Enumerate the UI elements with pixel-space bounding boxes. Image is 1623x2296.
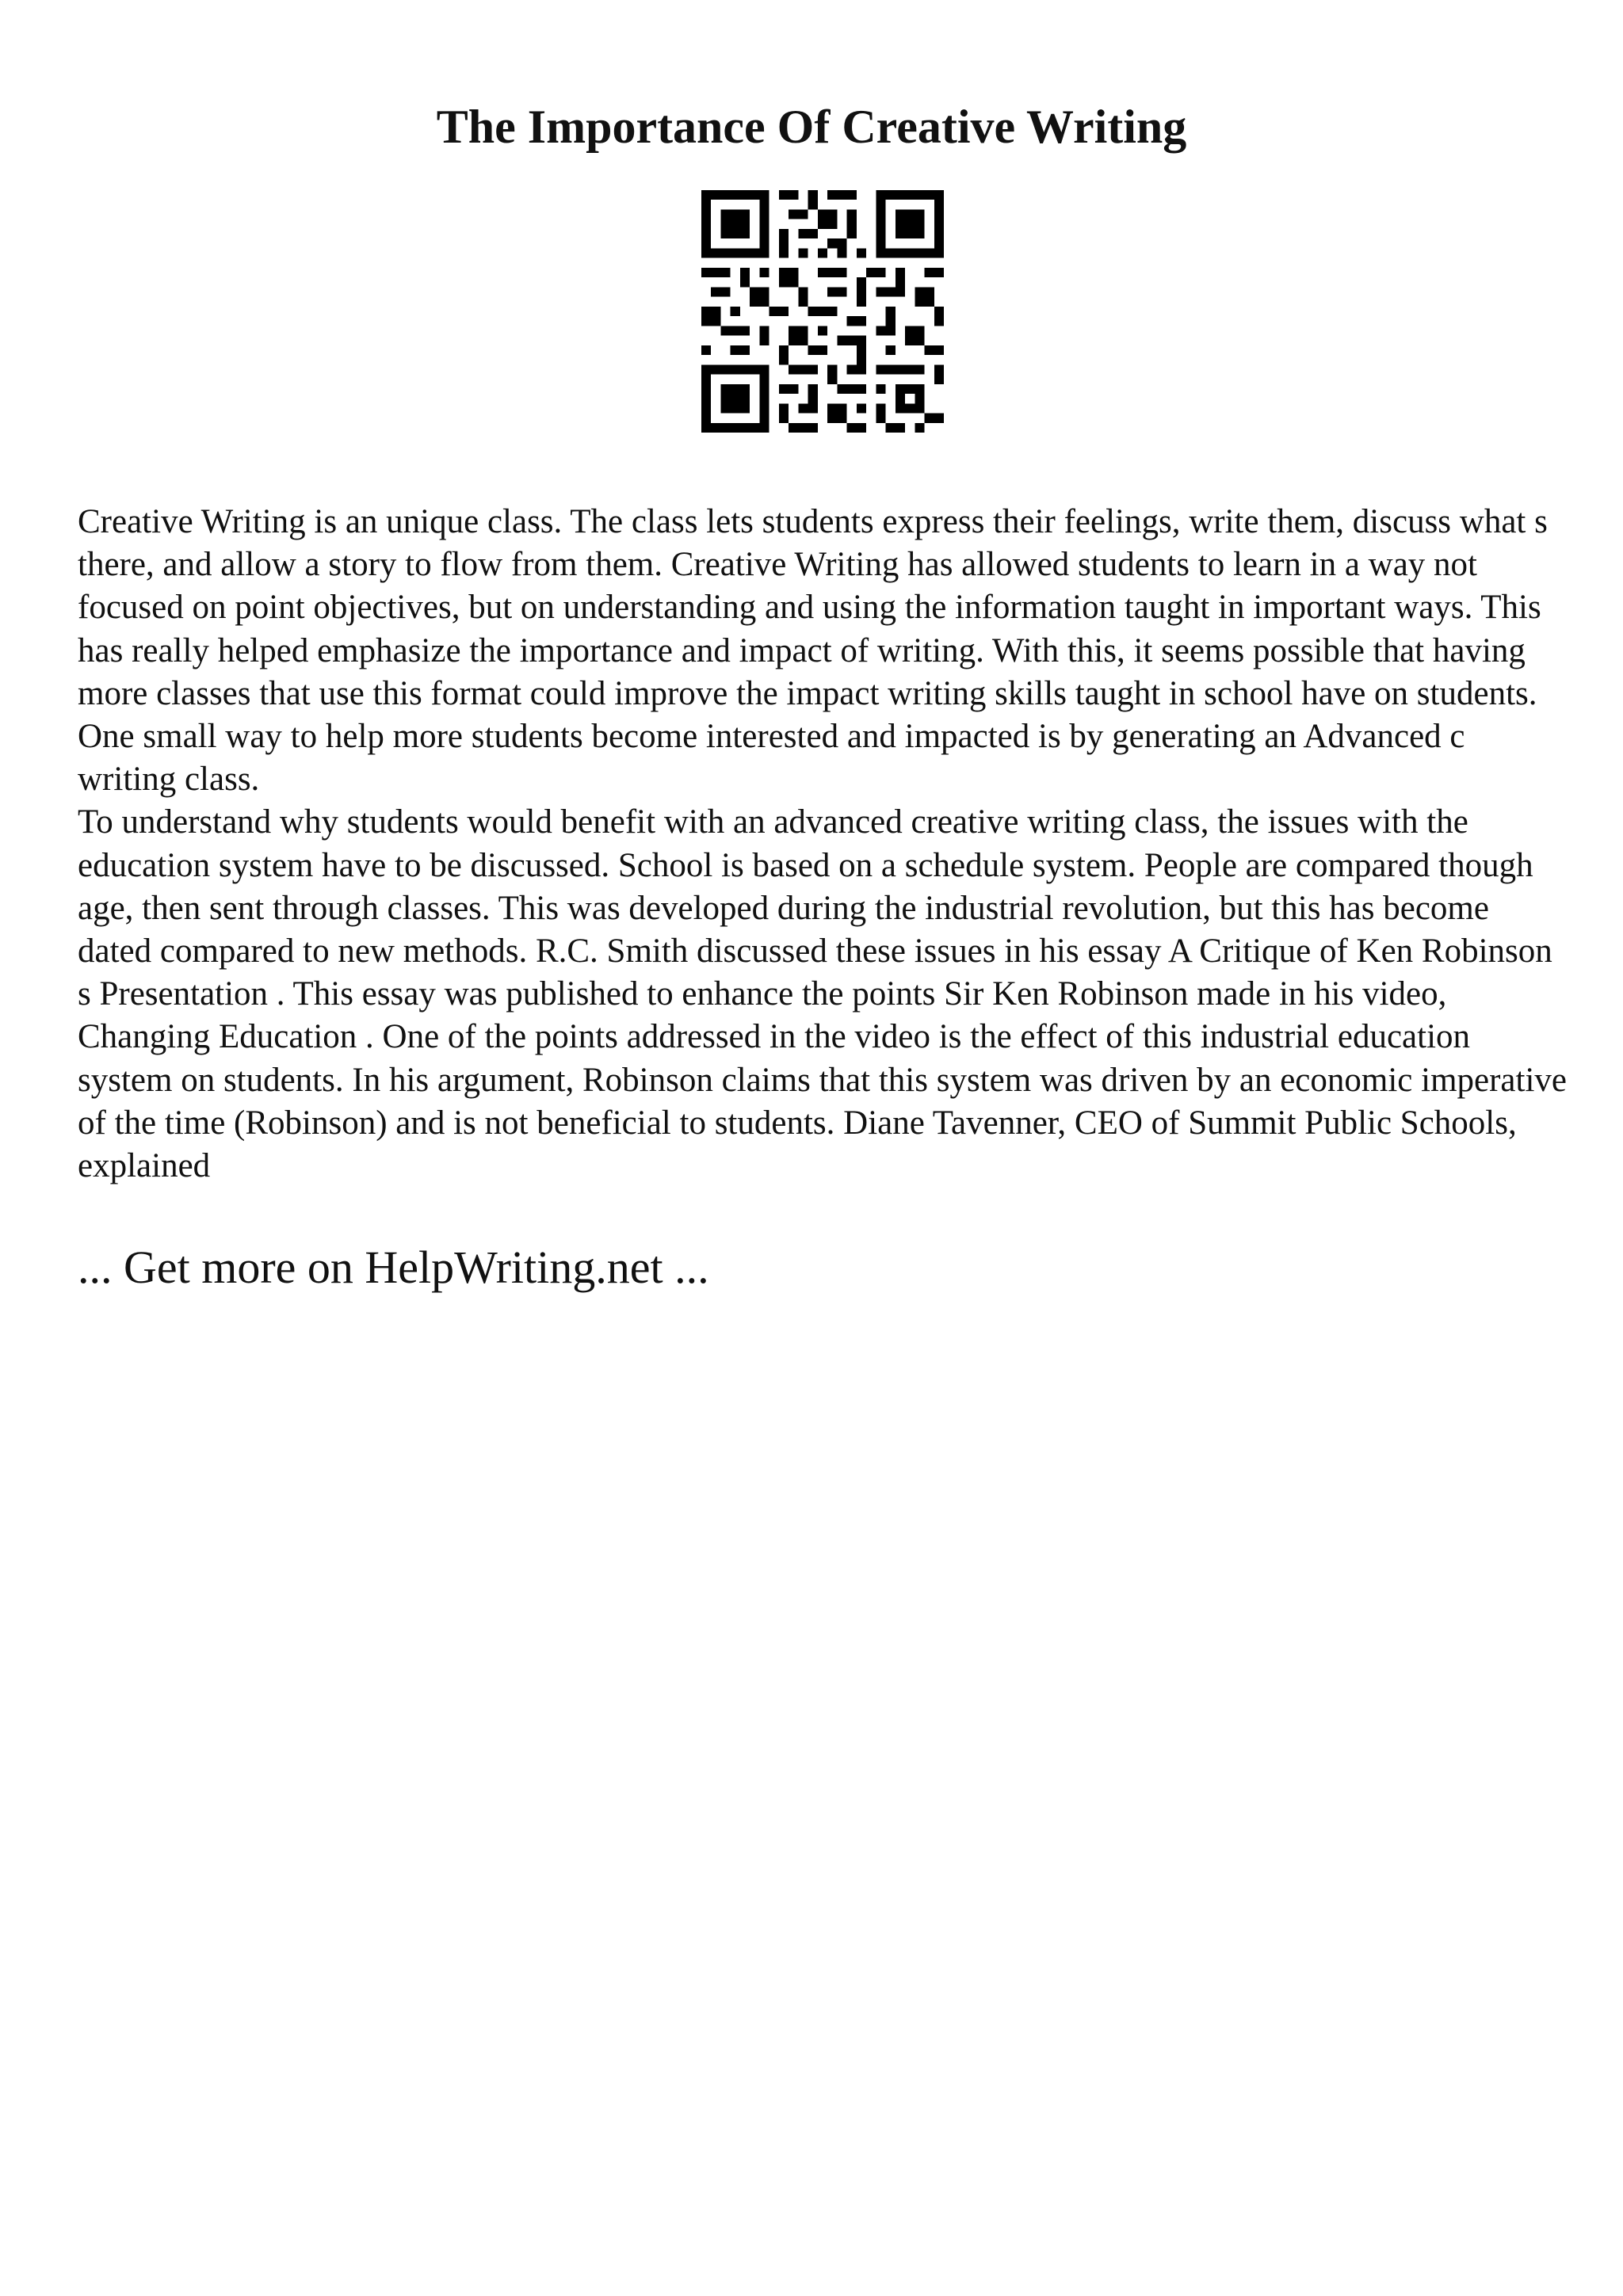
paragraph: To understand why students would benefit with an advanced creative writing class, the issues with the education system have to be discussed. School is based on a schedule system. People are compared though age, then sent through classes. This was developed during the industrial revolution, but this has become dated compared to new methods. R.C. Smith discussed these issues in his essay A Critique of Ken Robinson s Presentation . This essay was published to enhance the points Sir Ken Robinson made in his video, Changing Education . One of the points addressed in the video is the effect of this industrial education system on students. In his argument, Robinson claims that this system was driven by an economic imperative of the time (Robinson) and is not beneficial to students. Diane Tavenner, CEO of Summit Public Schools, explained [78,803,1567,1185]
article-body [78,501,1568,1188]
qr-code-icon [701,190,944,433]
get-more-link[interactable]: ... Get more on HelpWriting.net ... [78,1241,709,1293]
paragraph: Creative Writing is an unique class. The class lets students express their feelings, write them, discuss what s there, and allow a story to flow from them. Creative Writing has allowed students to learn in a way not focused on point objectives, but on understanding and using the information taught in important ways. This has really helped emphasize the importance and impact of writing. With this, it seems possible that having more classes that use this format could improve the impact writing skills taught in school have on students. One small way to help more students become interested and impacted is by generating an Advanced c writing class. [78,503,1548,799]
page-title: The Importance Of Creative Writing [436,101,1187,153]
